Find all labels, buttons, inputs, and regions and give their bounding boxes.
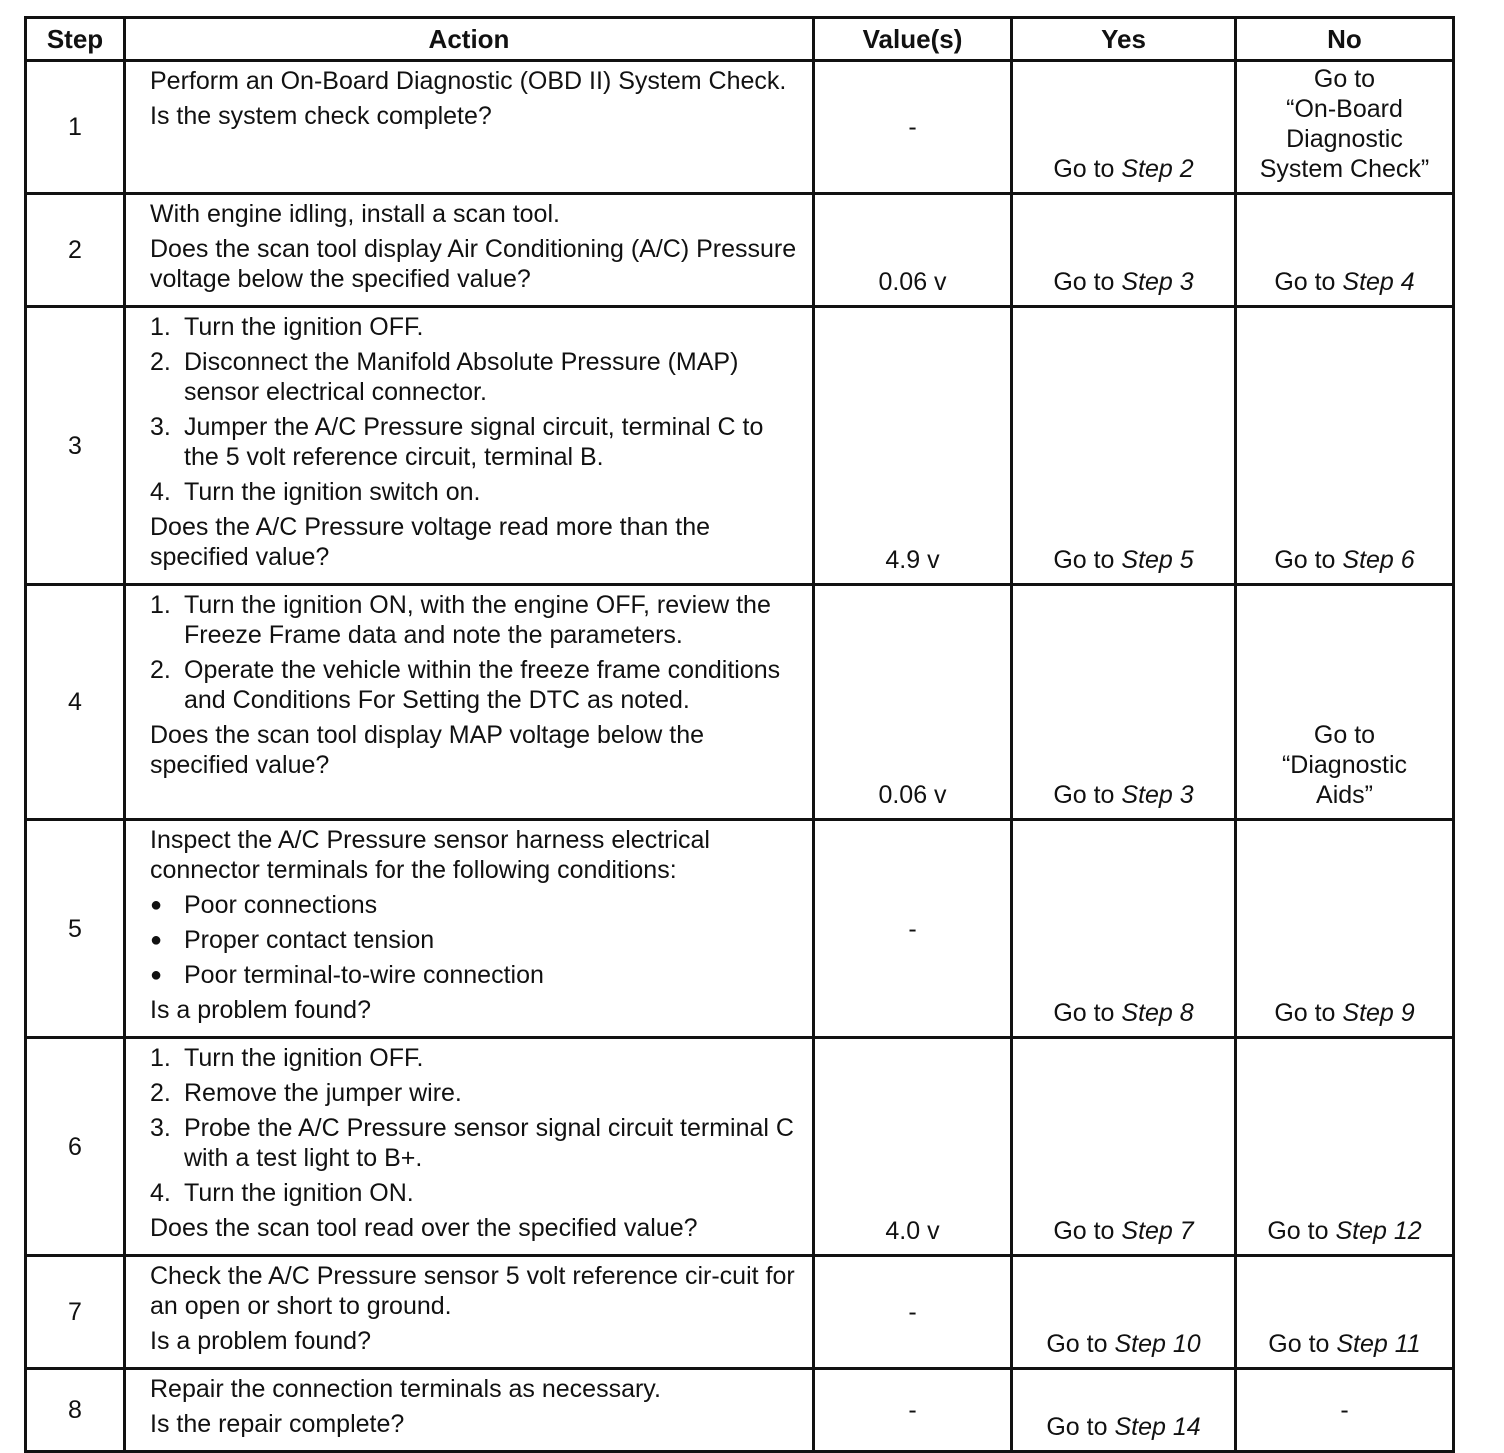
list-text: Turn the ignition ON, with the engine OFF, review the Freeze Frame data and note the parameters. (184, 591, 771, 649)
action-bullet-item (150, 960, 804, 990)
yes-goto-step-link: Step 10 (1114, 1330, 1201, 1358)
step-number: 6 (26, 1038, 125, 1256)
action-question: Is a problem found? (150, 996, 371, 1024)
list-number: 1. (150, 1044, 171, 1072)
no-cell (1236, 820, 1454, 1038)
list-number: 3. (150, 413, 171, 441)
no-cell (1236, 307, 1454, 585)
action-cell (125, 1256, 814, 1369)
header-step: Step (26, 18, 125, 61)
yes-goto-step-link: Step 7 (1121, 1217, 1194, 1245)
action-cell (125, 307, 814, 585)
action-text: Perform an On-Board Diagnostic (OBD II) System Check. (150, 67, 787, 95)
list-number: 2. (150, 1079, 171, 1107)
bullet-icon: ● (150, 964, 163, 986)
action-list-item (150, 1113, 804, 1173)
action-cell (125, 61, 814, 194)
value-cell: 0.06 v (814, 585, 1012, 820)
bullet-text: Proper contact tension (184, 926, 435, 954)
list-text: Disconnect the Manifold Absolute Pressure (MAP) sensor electrical connector. (184, 348, 739, 406)
yes-goto-prefix: Go to (1053, 155, 1122, 183)
action-bullet-item (150, 890, 804, 920)
list-text: Turn the ignition switch on. (184, 478, 481, 506)
yes-cell (1012, 1038, 1236, 1256)
table-row (26, 1369, 1454, 1452)
action-text: Inspect the A/C Pressure sensor harness electrical connector terminals for the following conditions: (150, 826, 710, 884)
no-cell (1236, 1256, 1454, 1369)
no-goto-step-link: Step 12 (1335, 1217, 1422, 1245)
list-number: 1. (150, 313, 171, 341)
yes-goto-prefix: Go to (1053, 1217, 1122, 1245)
yes-cell (1012, 1256, 1236, 1369)
yes-goto-prefix: Go to (1046, 1330, 1115, 1358)
action-cell (125, 1038, 814, 1256)
no-goto (1268, 1330, 1420, 1358)
yes-goto-step-link: Step 3 (1121, 781, 1194, 809)
action-question: Does the scan tool read over the specified value? (150, 1214, 698, 1242)
action-question: Does the scan tool display MAP voltage below the specified value? (150, 721, 705, 779)
list-text: Turn the ignition OFF. (184, 313, 424, 341)
yes-goto (1053, 999, 1193, 1027)
action-cell (125, 1369, 814, 1452)
action-question: Is a problem found? (150, 1327, 371, 1355)
no-cell (1236, 585, 1454, 820)
yes-cell (1012, 307, 1236, 585)
no-line: “Diagnostic (1281, 751, 1408, 779)
table-row (26, 1038, 1454, 1256)
step-number: 1 (26, 61, 125, 194)
bullet-icon: ● (150, 894, 163, 916)
yes-goto-step-link: Step 14 (1114, 1413, 1201, 1441)
action-question: Is the repair complete? (150, 1410, 405, 1438)
yes-goto (1053, 155, 1193, 183)
no-goto-prefix: Go to (1274, 999, 1343, 1027)
header-values: Value(s) (814, 18, 1012, 61)
no-cell (1236, 194, 1454, 307)
no-goto-prefix: Go to (1274, 268, 1343, 296)
yes-goto-prefix: Go to (1053, 999, 1122, 1027)
yes-cell (1012, 61, 1236, 194)
table-row (26, 585, 1454, 820)
list-text: Turn the ignition ON. (184, 1179, 414, 1207)
action-list-item (150, 1043, 804, 1073)
no-goto-step-link: Step 11 (1336, 1330, 1421, 1358)
value-cell: 4.9 v (814, 307, 1012, 585)
action-list-item (150, 477, 804, 507)
bullet-icon: ● (150, 929, 163, 951)
no-line: “On-Board (1286, 95, 1403, 123)
step-number: 3 (26, 307, 125, 585)
action-list-item (150, 412, 804, 472)
no-goto (1274, 268, 1414, 296)
list-number: 4. (150, 1179, 171, 1207)
yes-cell (1012, 585, 1236, 820)
value-cell: - (814, 820, 1012, 1038)
list-number: 3. (150, 1114, 171, 1142)
table-row (26, 61, 1454, 194)
yes-goto-step-link: Step 8 (1121, 999, 1194, 1027)
list-text: Probe the A/C Pressure sensor signal circuit terminal C with a test light to B+. (184, 1114, 794, 1172)
no-cell (1236, 61, 1454, 194)
list-number: 2. (150, 348, 171, 376)
value-cell: - (814, 1369, 1012, 1452)
list-text: Jumper the A/C Pressure signal circuit, terminal C to the 5 volt reference circuit, terminal B. (184, 413, 764, 471)
yes-goto (1053, 781, 1193, 809)
yes-goto-step-link: Step 5 (1121, 546, 1194, 574)
value-cell: 0.06 v (814, 194, 1012, 307)
list-number: 1. (150, 591, 171, 619)
list-text: Remove the jumper wire. (184, 1079, 462, 1107)
header-action: Action (125, 18, 814, 61)
table-body (26, 61, 1454, 1452)
no-goto (1274, 999, 1414, 1027)
yes-goto (1053, 1217, 1193, 1245)
action-list-item (150, 1178, 804, 1208)
value-cell: - (814, 1256, 1012, 1369)
yes-goto (1053, 546, 1193, 574)
diagnostic-table (24, 16, 1455, 1453)
action-list-item (150, 655, 804, 715)
no-line: Go to (1313, 65, 1376, 93)
no-line: System Check” (1259, 155, 1430, 183)
action-text: Repair the connection terminals as necessary. (150, 1375, 661, 1403)
value-cell: - (814, 61, 1012, 194)
yes-goto-step-link: Step 3 (1121, 268, 1194, 296)
yes-goto-prefix: Go to (1046, 1413, 1115, 1441)
diagnostic-table-sheet (24, 16, 1452, 1441)
action-list-item (150, 1078, 804, 1108)
bullet-text: Poor terminal-to-wire connection (184, 961, 544, 989)
action-question: Is the system check complete? (150, 102, 492, 130)
action-cell (125, 194, 814, 307)
no-goto-step-link: Step 9 (1342, 999, 1415, 1027)
header-yes: Yes (1012, 18, 1236, 61)
table-row (26, 820, 1454, 1038)
yes-goto-step-link: Step 2 (1121, 155, 1194, 183)
no-line: Go to (1313, 721, 1376, 749)
yes-goto-prefix: Go to (1053, 546, 1122, 574)
header-no: No (1236, 18, 1454, 61)
list-text: Operate the vehicle within the freeze frame conditions and Conditions For Setting the DTC as noted. (184, 656, 781, 714)
bullet-text: Poor connections (184, 891, 378, 919)
list-number: 4. (150, 478, 171, 506)
step-number: 7 (26, 1256, 125, 1369)
yes-cell (1012, 194, 1236, 307)
action-list-item (150, 347, 804, 407)
action-list-item (150, 312, 804, 342)
step-number: 4 (26, 585, 125, 820)
yes-cell (1012, 1369, 1236, 1452)
yes-goto (1053, 268, 1193, 296)
yes-goto (1046, 1330, 1200, 1358)
no-cell: - (1236, 1369, 1454, 1452)
table-row (26, 1256, 1454, 1369)
no-goto-prefix: Go to (1274, 546, 1343, 574)
no-goto-prefix: Go to (1268, 1330, 1337, 1358)
action-cell (125, 820, 814, 1038)
list-number: 2. (150, 656, 171, 684)
step-number: 8 (26, 1369, 125, 1452)
header-row (26, 18, 1454, 61)
yes-goto-prefix: Go to (1053, 781, 1122, 809)
action-cell (125, 585, 814, 820)
table-row (26, 194, 1454, 307)
action-bullet-item (150, 925, 804, 955)
no-goto-step-link: Step 6 (1342, 546, 1415, 574)
list-text: Turn the ignition OFF. (184, 1044, 424, 1072)
yes-goto-prefix: Go to (1053, 268, 1122, 296)
yes-cell (1012, 820, 1236, 1038)
yes-goto (1046, 1413, 1200, 1441)
value-cell: 4.0 v (814, 1038, 1012, 1256)
action-list-item (150, 590, 804, 650)
no-line: Diagnostic (1286, 125, 1403, 153)
step-number: 2 (26, 194, 125, 307)
action-text: Check the A/C Pressure sensor 5 volt reference cir-cuit for an open or short to ground. (150, 1262, 795, 1320)
action-question: Does the scan tool display Air Conditioning (A/C) Pressure voltage below the specified value? (150, 235, 797, 293)
no-line: Aids” (1316, 781, 1373, 809)
no-goto (1274, 546, 1414, 574)
action-question: Does the A/C Pressure voltage read more than the specified value? (150, 513, 711, 571)
action-text: With engine idling, install a scan tool. (150, 200, 560, 228)
no-cell (1236, 1038, 1454, 1256)
no-goto (1267, 1217, 1421, 1245)
no-goto-prefix: Go to (1267, 1217, 1336, 1245)
table-row (26, 307, 1454, 585)
no-goto-step-link: Step 4 (1342, 268, 1415, 296)
step-number: 5 (26, 820, 125, 1038)
